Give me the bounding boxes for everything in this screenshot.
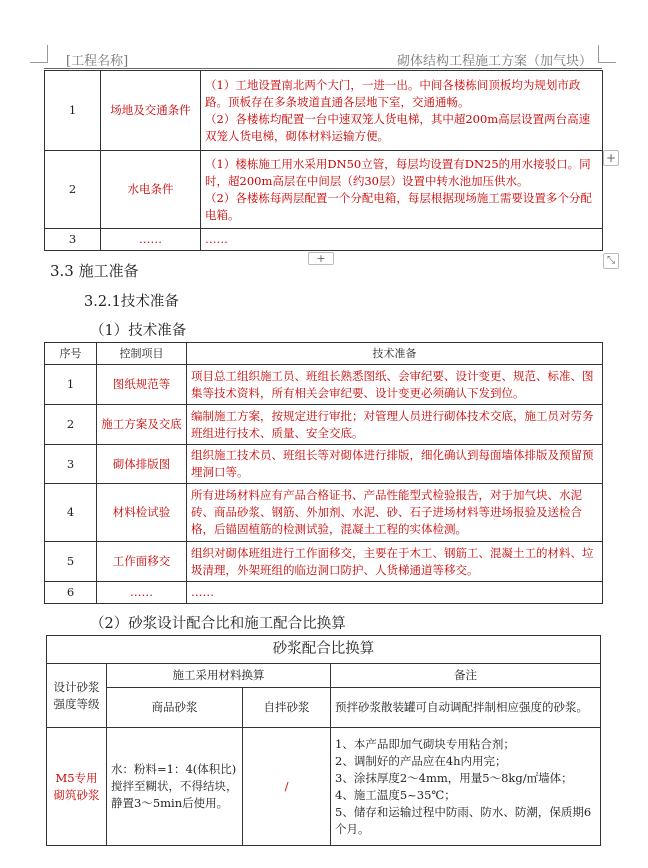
row-number: 2 xyxy=(45,151,101,229)
table-header-row xyxy=(47,664,601,688)
row-description: 项目总工组织施工员、班组长熟悉图纸、会审纪要、设计变更、规范、标准、图集等技术资料，所有相关会审纪要、设计变更必须确认下发到位。 xyxy=(187,365,603,405)
row-number: 1 xyxy=(45,71,101,151)
row-description: 所有进场材料应有产品合格证书、产品性能型式检验报告，对于加气块、水泥砖、商品砂浆、钢筋、外加剂、水泥、砂、石子进场材料等进场报验及送检合格，后锚固植筋的检测试验，混凝土工程的实体检测。 xyxy=(187,484,603,542)
mortar-grade: M5专用砌筑砂浆 xyxy=(47,728,107,846)
note-premix: 预拌砂浆散装罐可自动调配拌制相应强度的砂浆。 xyxy=(331,688,601,728)
table-row xyxy=(45,484,603,542)
page-corner-mark-right xyxy=(598,45,616,63)
row-number: 3 xyxy=(45,445,97,484)
row-item: 材料检试验 xyxy=(97,484,187,542)
row-number: 6 xyxy=(45,582,97,604)
subheading-technical-prep: （1）技术准备 xyxy=(90,323,187,339)
row-number: 1 xyxy=(45,365,97,405)
row-item: 砌体排版图 xyxy=(97,445,187,484)
table-row xyxy=(45,151,603,229)
row-item: …… xyxy=(97,582,187,604)
header-project-name: [工程名称] xyxy=(66,54,129,69)
header-no: 序号 xyxy=(45,343,97,365)
table-row xyxy=(45,229,603,251)
table-row xyxy=(45,405,603,445)
section-heading-3-2-1: 3.2.1技术准备 xyxy=(84,294,179,310)
header-design-grade: 设计砂浆强度等级 xyxy=(47,664,107,728)
row-description: 组织对砌体班组进行工作面移交，主要在于木工、钢筋工、混凝土工的材料、垃圾清理，外架班组的临边洞口防护、人货梯通道等移交。 xyxy=(187,542,603,582)
table-title: 砂浆配合比换算 xyxy=(47,636,601,664)
header-conversion: 施工采用材料换算 xyxy=(107,664,331,688)
header-site-mortar: 自拌砂浆 xyxy=(243,688,331,728)
site-mortar-value: / xyxy=(243,728,331,846)
row-number: 4 xyxy=(45,484,97,542)
add-column-button[interactable]: + xyxy=(603,150,619,166)
header-commercial-mortar: 商品砂浆 xyxy=(107,688,243,728)
row-description: …… xyxy=(201,229,603,251)
header-document-title: 砌体结构工程施工方案（加气块） xyxy=(396,54,592,69)
row-item: 图纸规范等 xyxy=(97,365,187,405)
table-title-row xyxy=(47,636,601,664)
mortar-ratio-table xyxy=(46,635,601,846)
row-description: 组织施工技术员、班组长等对砌体进行排版，细化确认到每面墙体排版及预留预埋洞口等。 xyxy=(187,445,603,484)
header-divider xyxy=(44,68,602,69)
header-prep: 技术准备 xyxy=(187,343,603,365)
mortar-notes: 1、本产品即加气砌块专用粘合剂； 2、调制好的产品应在4h内用完； 3、涂抹厚度2～4mm，用量5～8kg/㎡墙体； 4、施工温度5~35℃； 5、储存和运输过程中防雨、防水、防潮，保质期6个月。 xyxy=(331,728,601,846)
header-item: 控制项目 xyxy=(97,343,187,365)
table-row xyxy=(47,728,601,846)
row-description: …… xyxy=(187,582,603,604)
row-item: 施工方案及交底 xyxy=(97,405,187,445)
add-row-button[interactable]: + xyxy=(308,252,334,265)
table-row xyxy=(45,582,603,604)
table-resize-handle[interactable]: ⤡ xyxy=(603,253,619,269)
page-corner-mark-left xyxy=(30,45,48,63)
section-heading-3-3: 3.3 施工准备 xyxy=(50,262,139,280)
subheading-mortar-ratio: （2）砂浆设计配合比和施工配合比换算 xyxy=(90,616,346,632)
table-row xyxy=(45,445,603,484)
row-number: 2 xyxy=(45,405,97,445)
row-description: （1）楼栋施工用水采用DN50立管，每层均设置有DN25的用水接驳口。同时，超200m高层在中间层（约30层）设置中转水池加压供水。 （2）各楼栋每两层配置一个分配电箱，每层根据现场施工需要设置多个分配电箱。 xyxy=(201,151,603,229)
row-description: 编制施工方案，按规定进行审批；对管理人员进行砌体技术交底，施工员对劳务班组进行技术、质量、安全交底。 xyxy=(187,405,603,445)
table-header-row xyxy=(45,343,603,365)
commercial-mortar-value: 水：粉料=1：4(体积比)搅拌至糊状，不得结块，静置3～5min后使用。 xyxy=(107,728,243,846)
header-note: 备注 xyxy=(331,664,601,688)
table-row xyxy=(45,542,603,582)
table-header-row xyxy=(47,688,601,728)
table-row xyxy=(45,365,603,405)
row-item: …… xyxy=(101,229,201,251)
row-item: 场地及交通条件 xyxy=(101,71,201,151)
row-item: 水电条件 xyxy=(101,151,201,229)
row-item: 工作面移交 xyxy=(97,542,187,582)
row-number: 5 xyxy=(45,542,97,582)
row-number: 3 xyxy=(45,229,101,251)
site-conditions-table xyxy=(44,70,603,251)
technical-prep-table xyxy=(44,342,603,604)
row-description: （1）工地设置南北两个大门，一进一出。中间各楼栋间顶板均为规划市政路。顶板存在多条坡道直通各层地下室，交通通畅。 （2）各楼栋均配置一台中速双笼人货电梯，其中超200m高层设置两台高速双笼人货电梯，砌体材料运输方便。 xyxy=(201,71,603,151)
table-row xyxy=(45,71,603,151)
